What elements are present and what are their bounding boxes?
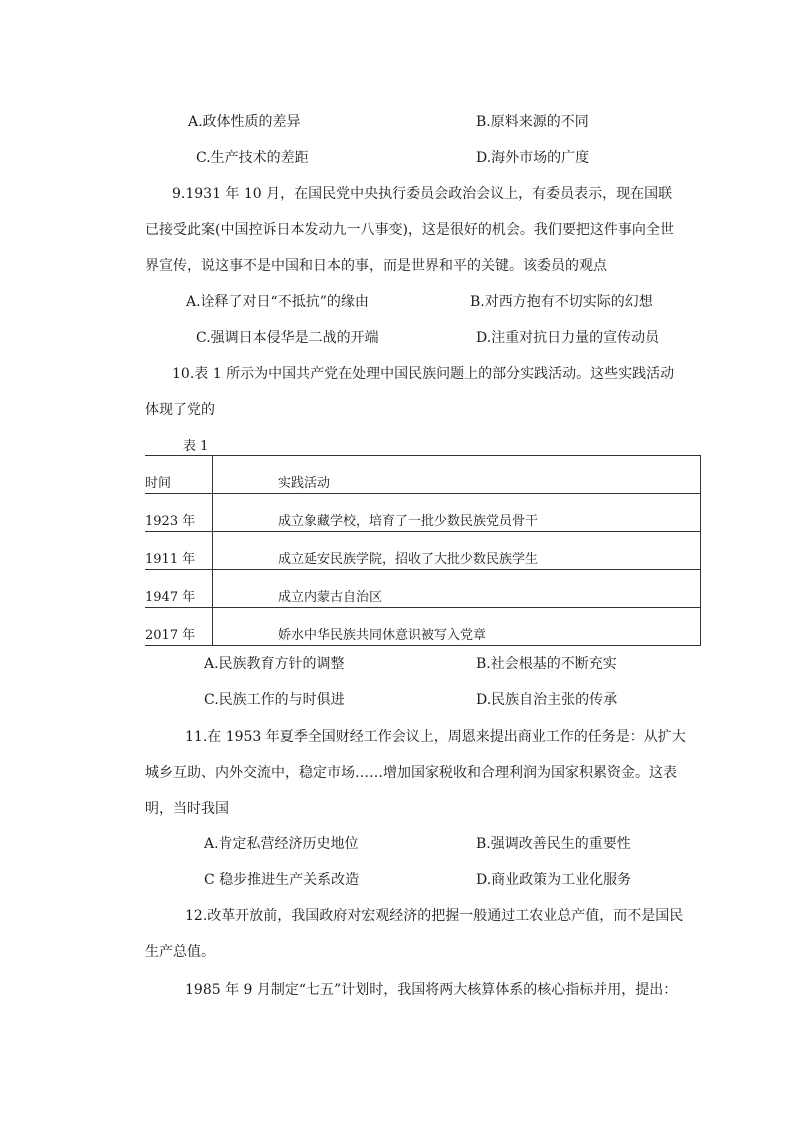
table-cell-activity: 成立延安民族学院，招收了大批少数民族学生	[213, 532, 701, 570]
q10-option-d: D.民族自治主张的传承	[476, 692, 618, 708]
q9-option-c: C.强调日本侵华是二战的开端	[196, 330, 379, 346]
table-header-row	[145, 456, 701, 494]
q11-option-c: C 稳步推进生产关系改造	[204, 872, 360, 888]
q10-option-c: C.民族工作的与时俱进	[204, 692, 345, 708]
q9-option-b: B.对西方抱有不切实际的幻想	[470, 294, 653, 310]
table-cell-time: 2017 年	[145, 608, 213, 646]
q12-stem-line1: 12.改革开放前，我国政府对宏观经济的把握一般通过工农业总产值，而不是国民	[185, 908, 684, 924]
table-row	[145, 608, 701, 646]
table-header-activity: 实践活动	[213, 456, 701, 494]
q11-option-b: B.强调改善民生的重要性	[476, 836, 631, 852]
table-cell-activity: 娇水中华民族共同休意识被写入党章	[213, 608, 701, 646]
table-header-time: 时间	[145, 456, 213, 494]
q11-stem-line1: 11.在 1953 年夏季全国财经工作会议上，周恩来提出商业工作的任务是：从扩大	[185, 729, 686, 745]
table-cell-time: 1923 年	[145, 494, 213, 532]
q9-stem-line2: 已接受此案(中国控诉日本发动九一八事变)，这是很好的机会。我们要把这件事向全世	[145, 222, 674, 238]
q11-option-a: A.肯定私营经济历史地位	[204, 836, 359, 852]
q8-option-c: C.生产技术的差距	[196, 150, 309, 166]
q10-stem-line2: 体现了党的	[145, 402, 215, 418]
q9-option-d: D.注重对抗日力量的宣传动员	[476, 330, 660, 346]
table-cell-activity: 成立象藏学校，培育了一批少数民族党员骨干	[213, 494, 701, 532]
table-cell-time: 1947 年	[145, 570, 213, 608]
q10-option-a: A.民族教育方针的调整	[204, 656, 345, 672]
table-caption: 表 1	[183, 439, 209, 454]
q12-stem-line2: 生产总值。	[145, 944, 215, 960]
q8-option-d: D.海外市场的广度	[476, 150, 590, 166]
table-row	[145, 570, 701, 608]
table-cell-time: 1911 年	[145, 532, 213, 570]
table-row	[145, 494, 701, 532]
q11-option-d: D.商业政策为工业化服务	[476, 872, 632, 888]
q8-option-a: A.政体性质的差异	[188, 114, 301, 130]
q9-stem-line3: 界宣传，说这事不是中国和日本的事，而是世界和平的关键。该委员的观点	[145, 258, 607, 274]
table-cell-activity: 成立内蒙古自治区	[213, 570, 701, 608]
q8-option-b: B.原料来源的不同	[476, 114, 589, 130]
q10-stem-line1: 10.表 1 所示为中国共产党在处理中国民族问题上的部分实践活动。这些实践活动	[172, 366, 675, 382]
q9-option-a: A.诠释了对日“不抵抗”的缘由	[186, 294, 369, 310]
q9-stem-line1: 9.1931 年 10 月，在国民党中央执行委员会政治会议上，有委员表示，现在国联	[172, 186, 673, 202]
q12-stem-line3: 1985 年 9 月制定“七五”计划时，我国将两大核算体系的核心指标并用，提出：	[185, 982, 678, 998]
q10-option-b: B.社会根基的不断充实	[476, 656, 617, 672]
q11-stem-line2: 城乡互助、内外交流中，稳定市场……增加国家税收和合理利润为国家积累资金。这表	[145, 765, 677, 781]
table-row	[145, 532, 701, 570]
practice-table	[145, 455, 701, 646]
q11-stem-line3: 明，当时我国	[145, 801, 229, 817]
